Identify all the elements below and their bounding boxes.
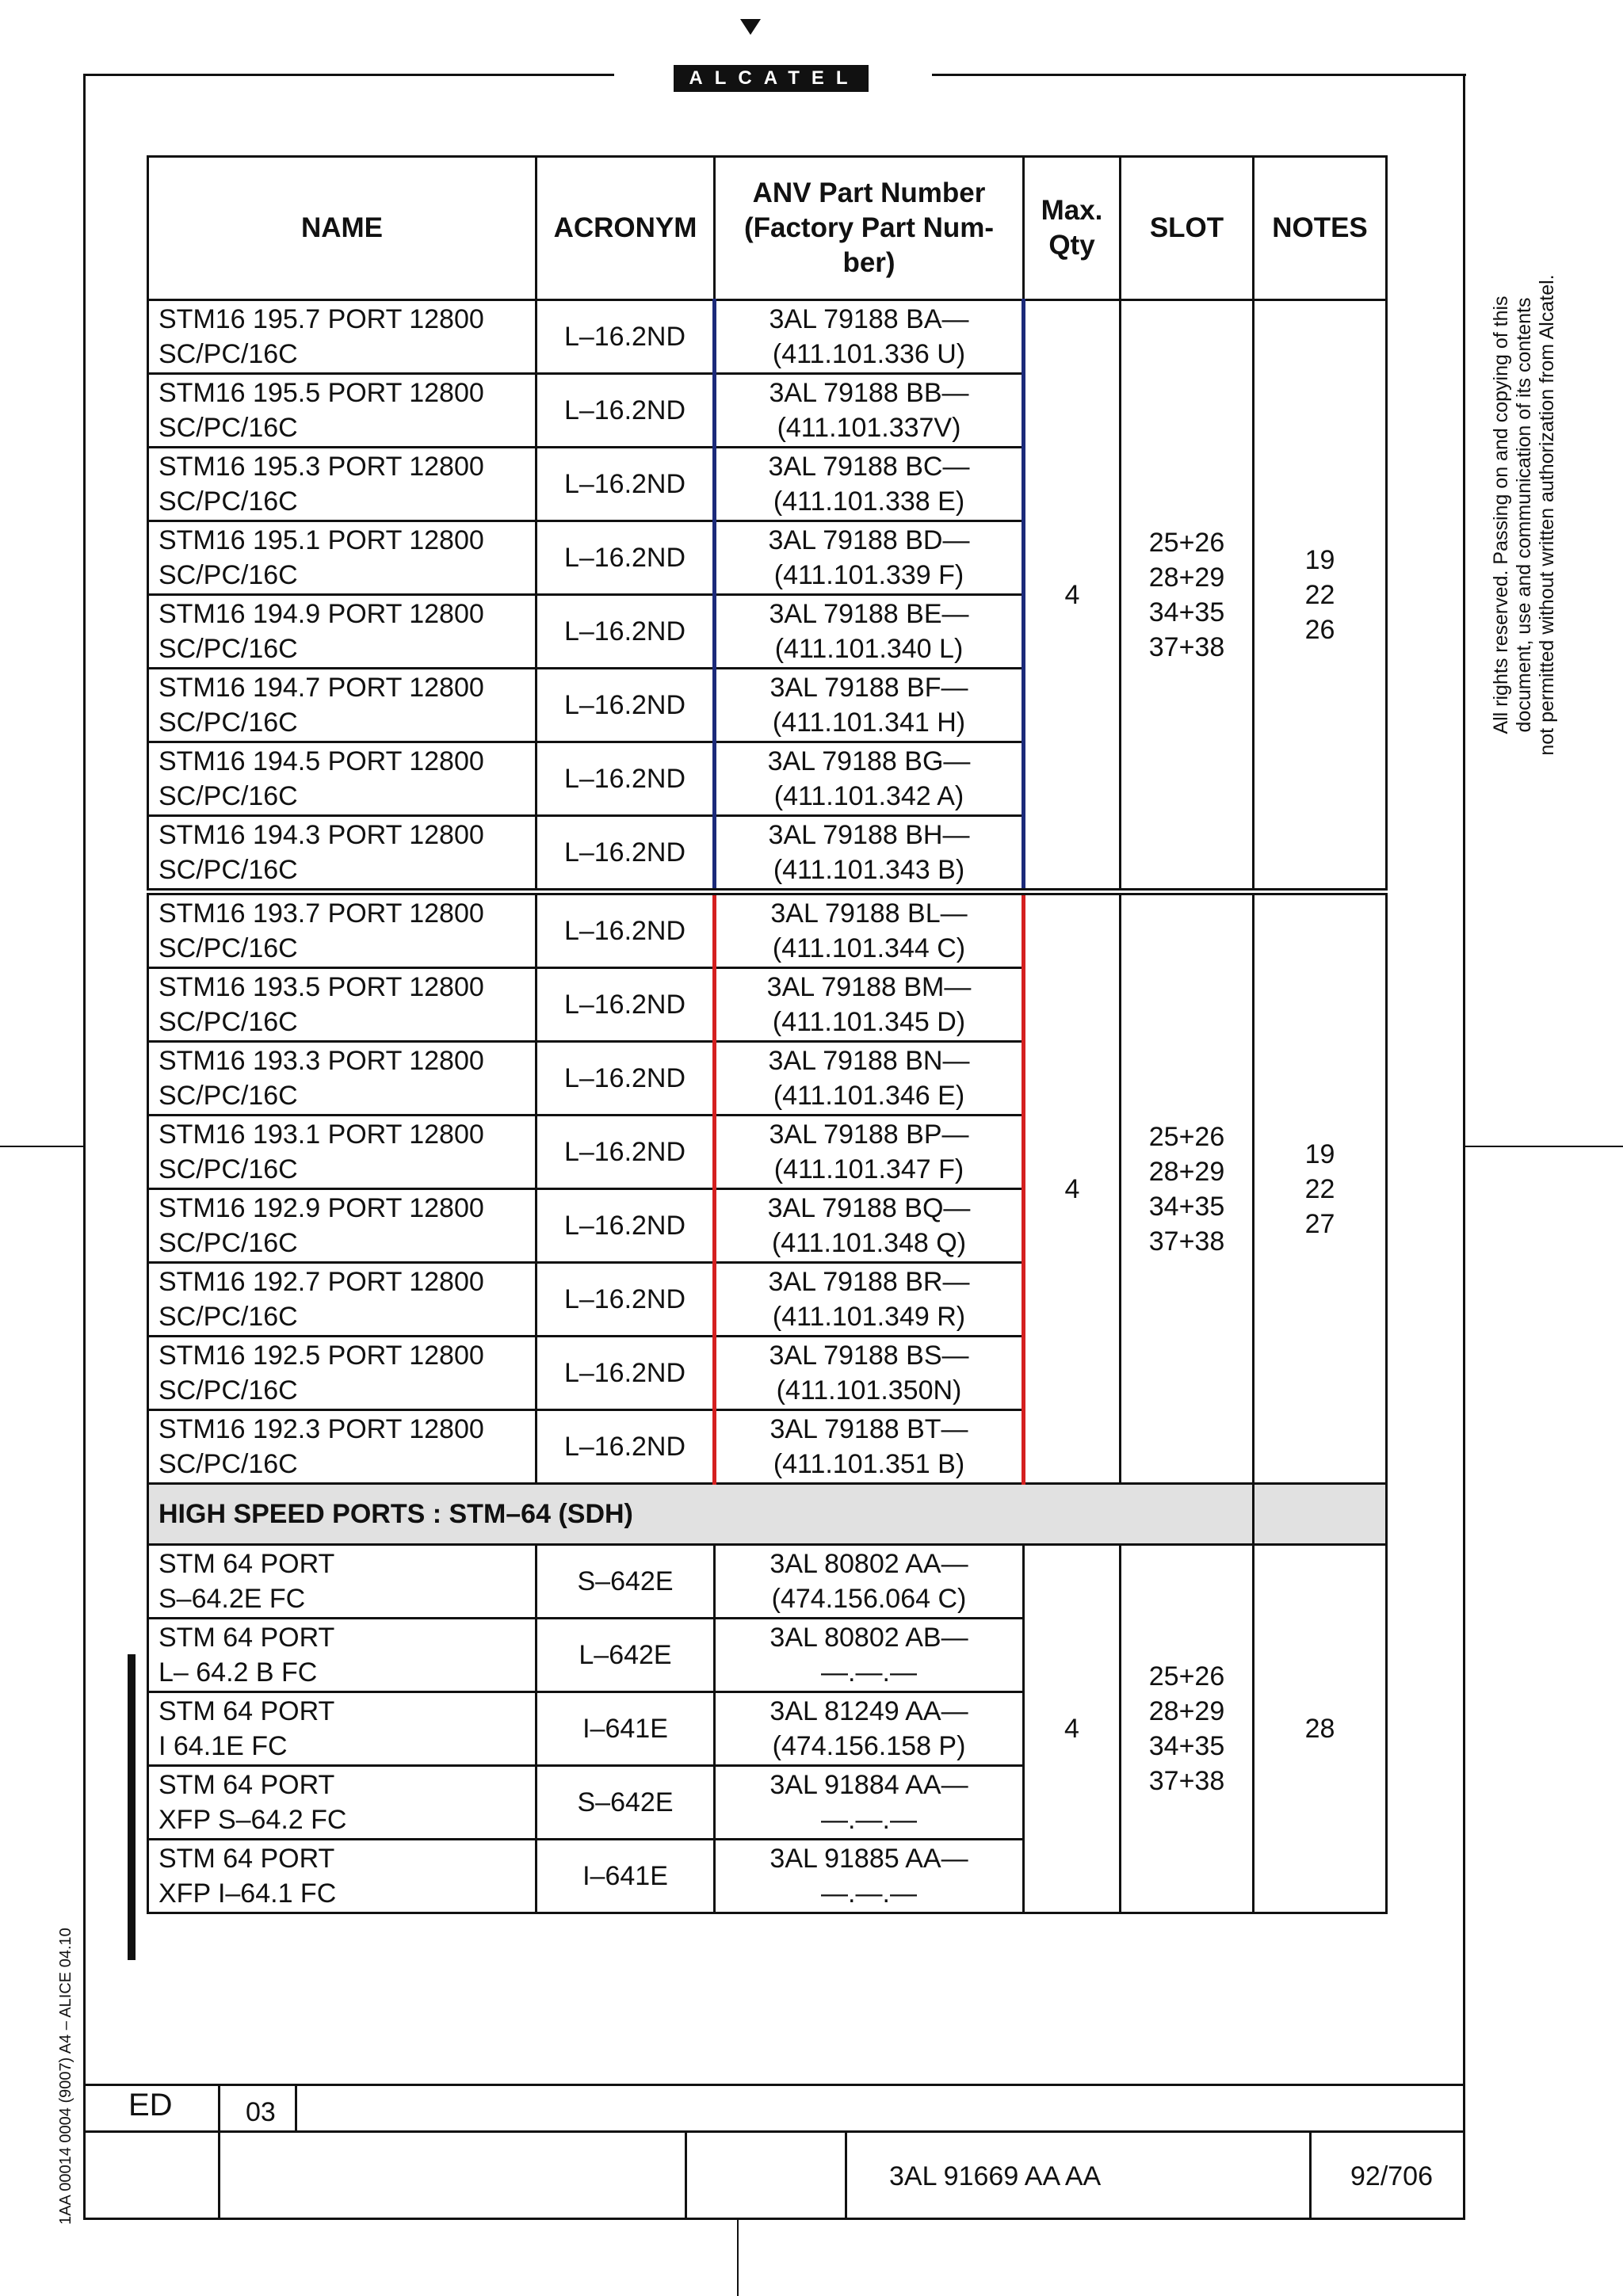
slot-cell [1121,892,1254,1484]
acronym-cell: L–16.2ND [537,1116,715,1189]
name-line: STM16 192.3 PORT 12800 [158,1414,484,1444]
acronym-cell: L–16.2ND [537,968,715,1042]
edition-label: ED [128,2088,173,2122]
part-line: 3AL 79188 BE— [769,599,969,629]
acronym-cell: L–16.2ND [537,816,715,892]
part-line: 3AL 79188 BP— [769,1119,969,1150]
part-number-cell [715,968,1024,1042]
page-number: 92/706 [1350,2161,1433,2191]
part-line: (411.101.348 Q) [771,1228,967,1258]
slot-line: 25+26 [1148,1661,1225,1691]
footer-divider [685,2130,687,2220]
name-cell [148,1840,537,1913]
name-cell [148,1263,537,1337]
acronym-cell: L–16.2ND [537,1410,715,1484]
name-line: STM16 194.5 PORT 12800 [158,746,484,776]
slot-line: 25+26 [1148,1121,1225,1152]
name-line: SC/PC/16C [158,1154,298,1184]
header-part-line: ANV Part Number [752,177,986,208]
name-line: STM 64 PORT [158,1549,335,1579]
part-line: 3AL 79188 BD— [768,525,970,555]
name-cell [148,374,537,448]
slot-line: 34+35 [1148,1731,1225,1761]
acronym-cell: I–641E [537,1840,715,1913]
part-line: —.—.— [821,1878,917,1909]
part-line: —.—.— [821,1805,917,1835]
acronym-cell: L–16.2ND [537,448,715,521]
part-number-cell [715,521,1024,595]
slot-cell [1121,300,1254,892]
acronym-cell: L–16.2ND [537,521,715,595]
part-line: 3AL 79188 BA— [769,304,969,334]
part-line: (411.101.349 R) [772,1302,966,1332]
name-line: STM16 193.3 PORT 12800 [158,1046,484,1076]
name-line: SC/PC/16C [158,707,298,738]
slot-line: 37+38 [1148,631,1225,662]
max-qty-cell: 4 [1024,300,1121,892]
name-line: STM 64 PORT [158,1844,335,1874]
part-number-cell [715,1337,1024,1410]
name-line: STM16 195.1 PORT 12800 [158,525,484,555]
header-qty-line: Max. [1041,195,1103,226]
footer-divider [1309,2130,1312,2220]
name-line: STM16 194.7 PORT 12800 [158,673,484,703]
name-line: STM16 195.5 PORT 12800 [158,378,484,408]
name-line: L– 64.2 B FC [158,1657,318,1688]
footer-divider [218,2084,220,2220]
section-notes-cell [1254,1484,1387,1545]
part-line: (411.101.343 B) [773,855,965,885]
part-line: (411.101.337V) [777,413,961,443]
frame-top-left [83,74,614,76]
name-cell [148,1189,537,1263]
name-cell [148,1042,537,1116]
notes-line: 22 [1304,1173,1335,1204]
part-number-cell [715,1189,1024,1263]
part-line: 3AL 79188 BN— [768,1046,970,1076]
table-row [148,1545,1387,1619]
section-header-row [148,1484,1387,1545]
rights-line: All rights reserved. Passing on and copying of this [1490,296,1512,734]
table-header-row [148,157,1387,300]
parts-table [147,155,1388,1914]
name-cell [148,1116,537,1189]
edition-value: 03 [246,2097,276,2127]
part-number-cell [715,1619,1024,1692]
part-line: (411.101.341 H) [772,707,966,738]
name-cell [148,1619,537,1692]
acronym-cell: L–16.2ND [537,300,715,374]
part-line: (411.101.339 F) [773,560,964,590]
part-number-cell [715,374,1024,448]
notes-line: 22 [1304,579,1335,610]
notes-line: 19 [1304,544,1335,575]
document-number: 3AL 91669 AA AA [889,2161,1102,2191]
name-cell [148,1692,537,1766]
slot-line: 34+35 [1148,1191,1225,1222]
part-line: (411.101.347 F) [773,1154,964,1184]
name-line: STM16 194.3 PORT 12800 [158,820,484,850]
part-line: (474.156.158 P) [772,1731,966,1761]
name-line: SC/PC/16C [158,1228,298,1258]
part-line: (411.101.351 B) [773,1449,965,1479]
notes-cell [1254,300,1387,892]
part-line: 3AL 79188 BB— [769,378,969,408]
name-line: XFP I–64.1 FC [158,1878,337,1909]
part-line: 3AL 91885 AA— [769,1844,968,1874]
acronym-cell: I–641E [537,1692,715,1766]
acronym-cell: S–642E [537,1766,715,1840]
part-line: 3AL 80802 AA— [769,1549,968,1579]
name-line: SC/PC/16C [158,1449,298,1479]
acronym-cell: L–16.2ND [537,1189,715,1263]
name-cell [148,669,537,742]
part-number-cell [715,669,1024,742]
name-cell [148,892,537,968]
header-part-line: ber) [842,247,896,278]
fold-mark-left [0,1146,83,1147]
table-row [148,300,1387,374]
document-code: 1AA 00014 0004 (9007) A4 – ALICE 04.10 [57,1928,74,2225]
slot-line: 28+29 [1148,562,1225,593]
part-number-cell [715,1766,1024,1840]
slot-cell [1121,1545,1254,1913]
logo-triangle-icon [740,19,761,35]
part-line: 3AL 79188 BM— [766,972,972,1002]
slot-line: 25+26 [1148,527,1225,558]
footer-divider [295,2084,297,2131]
slot-line: 37+38 [1148,1226,1225,1257]
name-line: STM 64 PORT [158,1696,335,1726]
header-qty-line: Qty [1048,230,1095,261]
name-line: SC/PC/16C [158,855,298,885]
fold-mark-right [1465,1146,1623,1147]
max-qty-cell: 4 [1024,892,1121,1484]
part-number-cell [715,595,1024,669]
part-line: (411.101.338 E) [773,486,965,517]
part-line: (411.101.350N) [776,1375,962,1405]
part-number-cell [715,892,1024,968]
name-line: SC/PC/16C [158,634,298,664]
name-line: SC/PC/16C [158,933,298,963]
table-row [148,892,1387,968]
part-line: —.—.— [821,1657,917,1688]
part-line: 3AL 91884 AA— [769,1770,968,1800]
name-line: STM16 195.3 PORT 12800 [158,452,484,482]
section-title: HIGH SPEED PORTS : STM–64 (SDH) [148,1484,1254,1545]
name-cell [148,300,537,374]
acronym-cell: L–16.2ND [537,669,715,742]
part-number-cell [715,1042,1024,1116]
name-line: SC/PC/16C [158,560,298,590]
name-line: SC/PC/16C [158,486,298,517]
part-line: (411.101.336 U) [772,339,966,369]
part-line: (474.156.064 C) [771,1584,967,1614]
acronym-cell: L–16.2ND [537,595,715,669]
name-line: STM16 192.7 PORT 12800 [158,1267,484,1297]
part-number-cell [715,1410,1024,1484]
frame-bottom [83,2218,1465,2220]
rights-line: document, use and communication of its contents [1513,297,1535,733]
name-line: SC/PC/16C [158,1007,298,1037]
name-line: STM16 193.5 PORT 12800 [158,972,484,1002]
max-qty-cell: 4 [1024,1545,1121,1913]
name-line: STM16 192.5 PORT 12800 [158,1341,484,1371]
slot-line: 34+35 [1148,597,1225,627]
header-acronym: ACRONYM [537,157,715,300]
acronym-cell: L–16.2ND [537,1263,715,1337]
name-cell [148,448,537,521]
acronym-cell: L–16.2ND [537,742,715,816]
part-line: 3AL 79188 BF— [769,673,968,703]
name-cell [148,742,537,816]
frame-left [83,74,86,2220]
cut-mark-bottom [737,2220,739,2296]
part-line: (411.101.346 E) [773,1081,965,1111]
header-name: NAME [148,157,537,300]
part-line: (411.101.345 D) [772,1007,966,1037]
header-max-qty [1024,157,1121,300]
acronym-cell: L–16.2ND [537,1337,715,1410]
name-cell [148,1766,537,1840]
slot-line: 37+38 [1148,1766,1225,1796]
header-part-line: (Factory Part Num- [743,212,995,243]
part-number-cell [715,1692,1024,1766]
part-line: 3AL 79188 BL— [770,898,968,929]
part-line: (411.101.340 L) [774,634,964,664]
part-line: 3AL 80802 AB— [769,1623,968,1653]
part-line: 3AL 79188 BC— [768,452,970,482]
part-line: 3AL 79188 BQ— [767,1193,971,1223]
part-line: (411.101.342 A) [773,781,964,811]
name-line: SC/PC/16C [158,1375,298,1405]
acronym-cell: L–16.2ND [537,1042,715,1116]
notes-cell [1254,1545,1387,1913]
name-line: STM16 193.7 PORT 12800 [158,898,484,929]
slot-line: 28+29 [1148,1696,1225,1726]
part-number-cell [715,1116,1024,1189]
name-line: XFP S–64.2 FC [158,1805,347,1835]
name-cell [148,595,537,669]
name-line: SC/PC/16C [158,1081,298,1111]
header-slot: SLOT [1121,157,1254,300]
part-number-cell [715,300,1024,374]
part-line: 3AL 79188 BG— [767,746,971,776]
acronym-cell: L–16.2ND [537,892,715,968]
name-cell [148,1410,537,1484]
part-line: 3AL 79188 BR— [768,1267,970,1297]
name-line: STM 64 PORT [158,1770,335,1800]
name-cell [148,1545,537,1619]
notes-line: 19 [1304,1138,1335,1169]
name-line: SC/PC/16C [158,339,298,369]
name-line: STM16 193.1 PORT 12800 [158,1119,484,1150]
rights-line: not permitted without written authorization from Alcatel. [1536,274,1558,756]
part-number-cell [715,816,1024,892]
part-number-cell [715,1545,1024,1619]
part-line: (411.101.344 C) [772,933,966,963]
rights-notice [1490,238,1559,792]
acronym-cell: L–16.2ND [537,374,715,448]
name-cell [148,968,537,1042]
header-notes: NOTES [1254,157,1387,300]
name-cell [148,816,537,892]
part-line: 3AL 81249 AA— [769,1696,968,1726]
footer-divider [845,2130,847,2220]
part-line: 3AL 79188 BS— [769,1341,969,1371]
footer-top-line [83,2084,1465,2086]
acronym-cell: S–642E [537,1545,715,1619]
notes-line: 26 [1304,614,1335,645]
name-cell [148,1337,537,1410]
notes-line: 28 [1304,1714,1335,1744]
part-number-cell [715,742,1024,816]
name-line: S–64.2E FC [158,1584,306,1614]
part-line: 3AL 79188 BT— [769,1414,968,1444]
name-line: STM 64 PORT [158,1623,335,1653]
header-part-number [715,157,1024,300]
notes-line: 27 [1304,1208,1335,1239]
name-line: STM16 192.9 PORT 12800 [158,1193,484,1223]
frame-top-right [932,74,1466,76]
name-line: SC/PC/16C [158,781,298,811]
part-line: 3AL 79188 BH— [768,820,970,850]
name-line: SC/PC/16C [158,413,298,443]
part-number-cell [715,1840,1024,1913]
alcatel-logo: ALCATEL [674,65,869,92]
name-cell [148,521,537,595]
name-line: SC/PC/16C [158,1302,298,1332]
change-bar [128,1654,136,1960]
part-number-cell [715,448,1024,521]
slot-line: 28+29 [1148,1156,1225,1187]
footer-mid-line [83,2130,1465,2133]
name-line: STM16 194.9 PORT 12800 [158,599,484,629]
acronym-cell: L–642E [537,1619,715,1692]
part-number-cell [715,1263,1024,1337]
notes-cell [1254,892,1387,1484]
name-line: I 64.1E FC [158,1731,288,1761]
name-line: STM16 195.7 PORT 12800 [158,304,484,334]
